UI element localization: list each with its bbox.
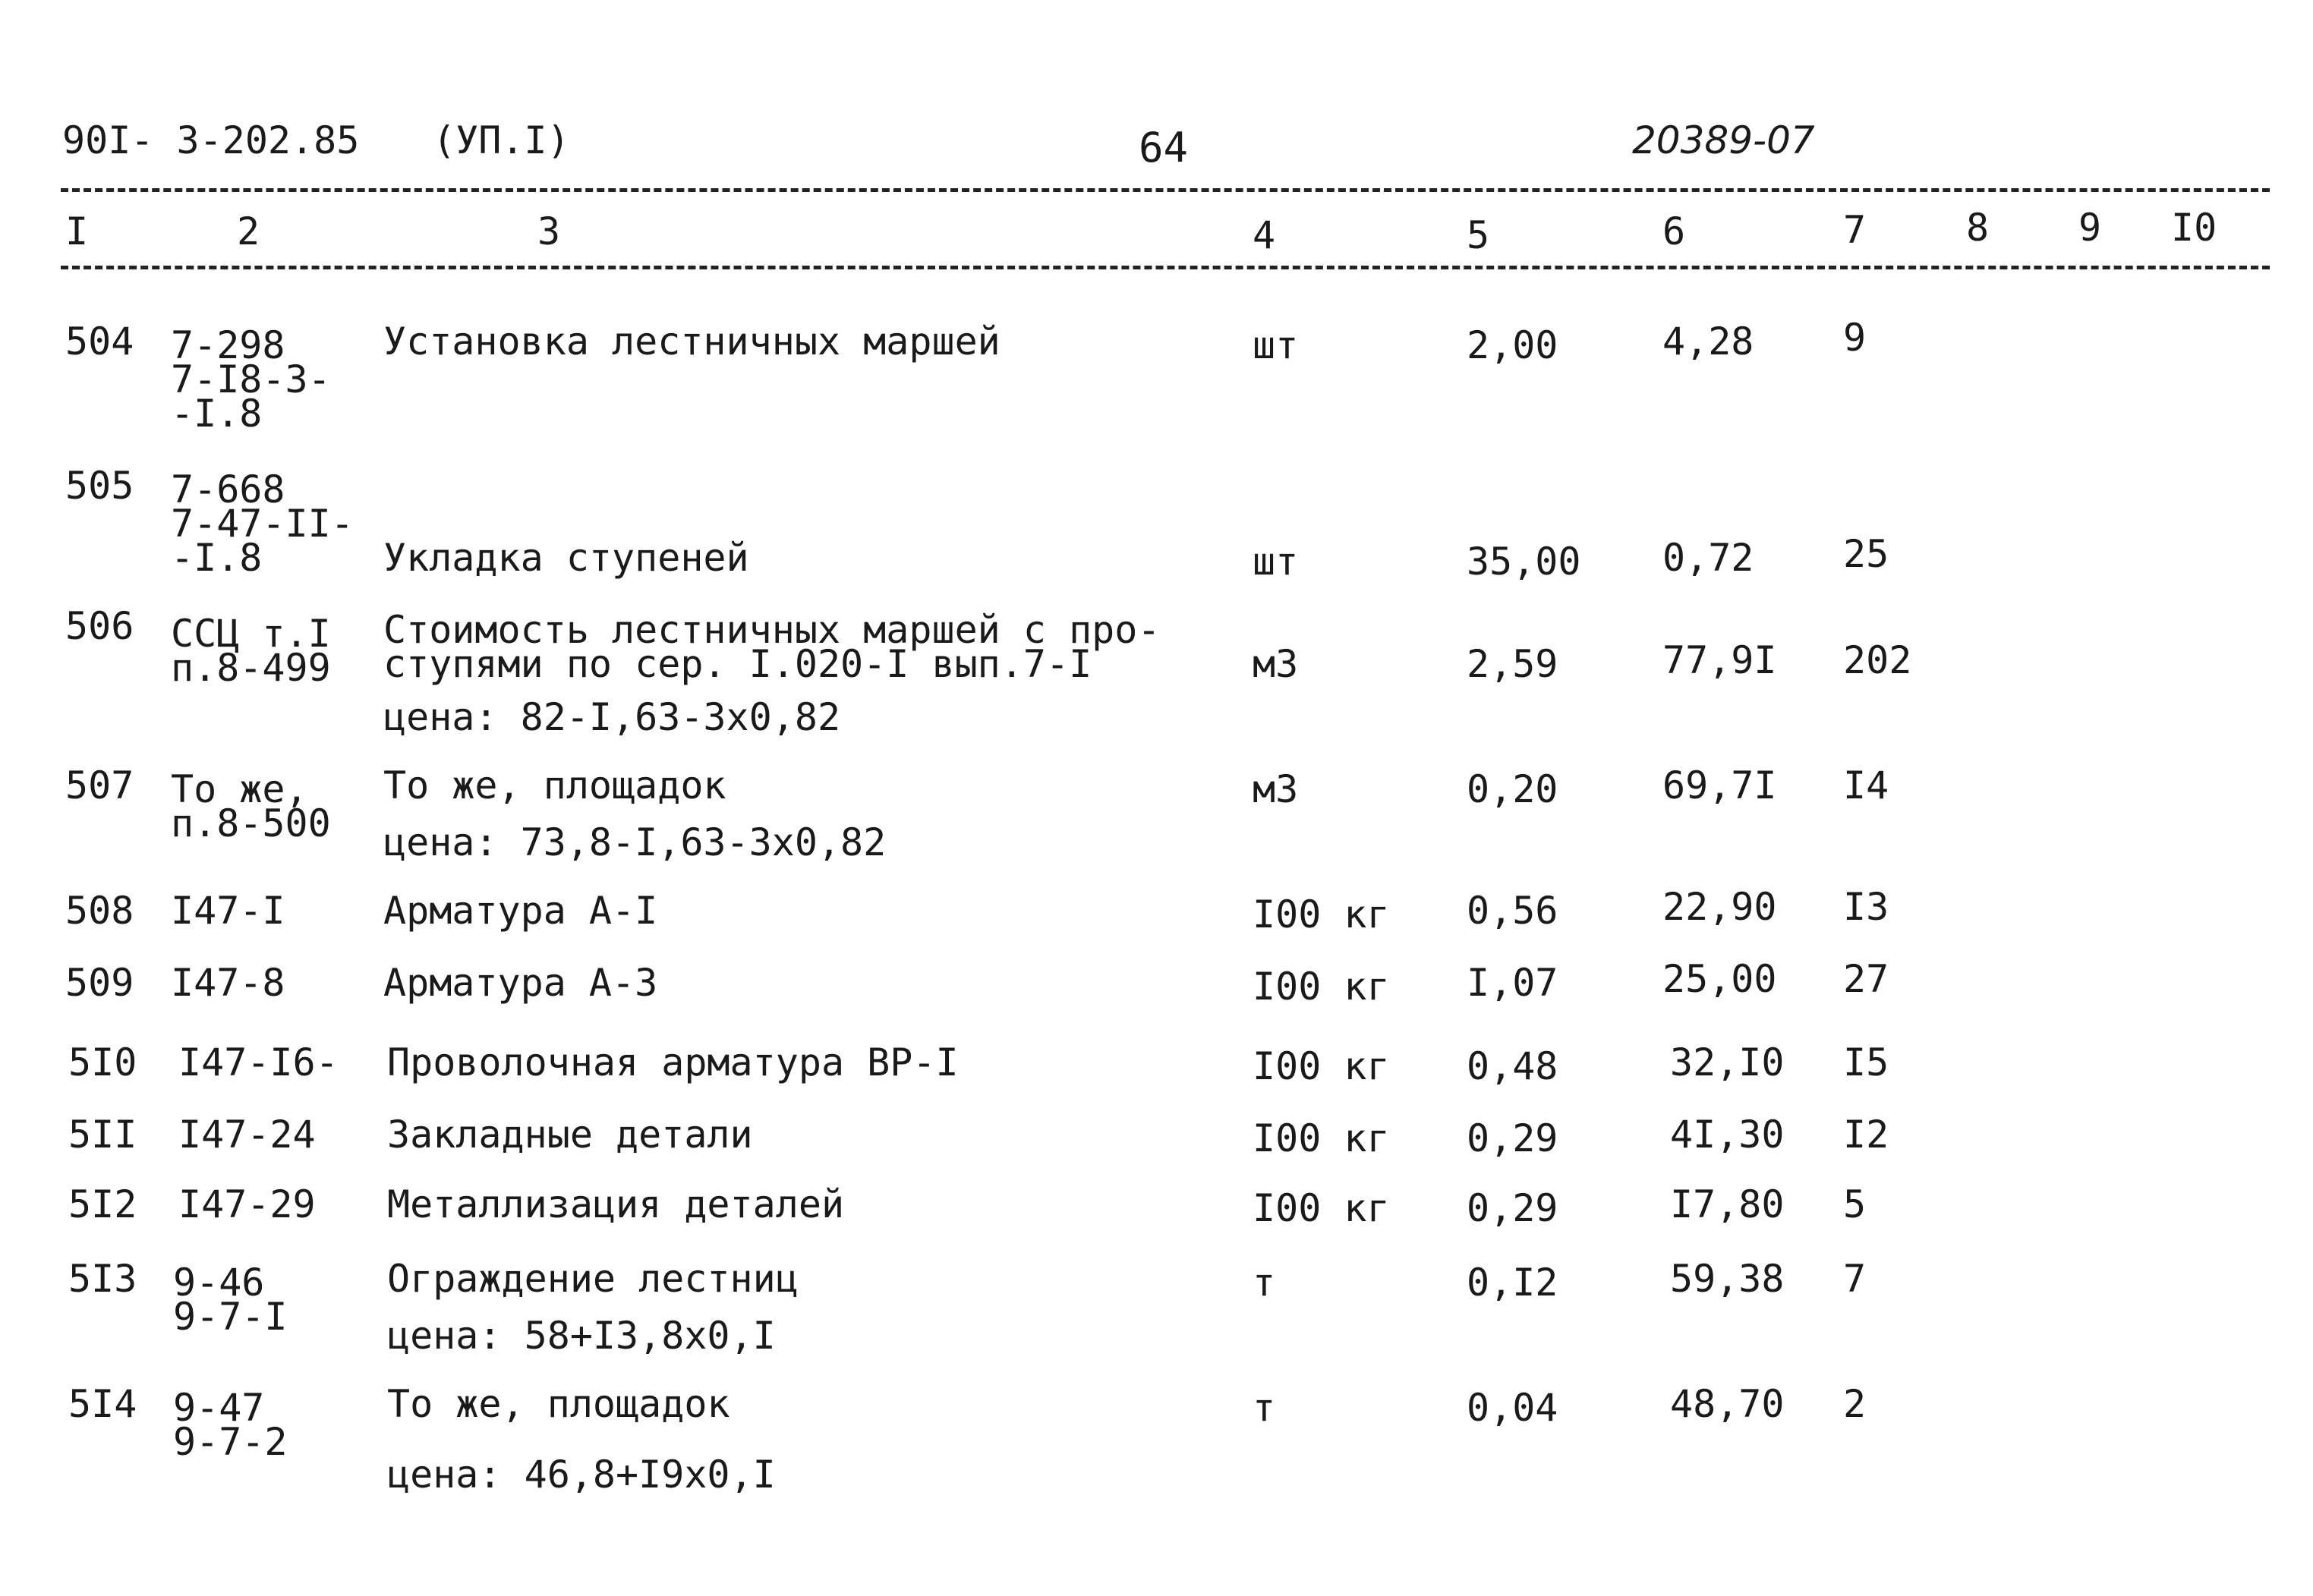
unit-price: 0,72 [1662, 536, 1754, 580]
unit-price: 32,I0 [1670, 1040, 1785, 1084]
quantity: 0,48 [1467, 1044, 1558, 1088]
norm-code-line: 7-I8-3- [171, 357, 331, 401]
quantity: 0,29 [1467, 1116, 1558, 1160]
unit: I00 кг [1253, 965, 1390, 1009]
norm-code-line: п.8-500 [171, 801, 331, 845]
unit: I00 кг [1253, 892, 1390, 937]
unit-price: 48,70 [1670, 1382, 1785, 1426]
quantity: 0,29 [1467, 1186, 1558, 1230]
norm-code-line: I47-I6- [178, 1040, 339, 1084]
row-number: 509 [65, 961, 134, 1005]
row-number: 5I4 [68, 1382, 137, 1426]
total-cost: 2 [1843, 1382, 1867, 1426]
album-number: (УП.I) [433, 118, 570, 162]
norm-code-line: п.8-499 [171, 646, 331, 690]
quantity: 2,59 [1467, 642, 1558, 686]
row-number: 5I0 [68, 1040, 137, 1084]
price-formula: цена: 73,8-I,63-3х0,82 [383, 820, 887, 864]
work-name: Стоимость лестничных маршей с про- [383, 608, 1161, 652]
column-number-6: 6 [1662, 209, 1686, 253]
total-cost: 9 [1843, 316, 1867, 360]
total-cost: 7 [1843, 1257, 1867, 1301]
unit: м3 [1253, 767, 1299, 811]
unit: I00 кг [1253, 1116, 1390, 1160]
column-number-7: 7 [1843, 208, 1867, 252]
work-name: Арматура А-I [383, 889, 658, 933]
column-number-9: 9 [2078, 206, 2102, 250]
unit-price: 4I,30 [1670, 1113, 1785, 1157]
norm-code-line: 9-7-2 [173, 1420, 288, 1464]
document-code: 90I- 3-202.85 [62, 118, 360, 162]
price-formula: цена: 58+I3,8х0,I [387, 1314, 776, 1358]
column-number-2: 2 [237, 209, 260, 253]
norm-code-line: -I.8 [171, 392, 263, 436]
total-cost: I3 [1843, 885, 1889, 929]
norm-code-line: I47-29 [178, 1182, 316, 1226]
norm-code-line: То же, [171, 767, 308, 811]
column-number-8: 8 [1966, 206, 1990, 250]
header-top-rule [61, 188, 2270, 192]
row-number: 507 [65, 763, 134, 807]
work-name: То же, площадок [387, 1382, 730, 1426]
norm-code-line: ССЦ т.I [171, 612, 331, 656]
unit-price: 25,00 [1662, 957, 1777, 1001]
norm-code-line: I47-8 [171, 961, 285, 1005]
work-name: Закладные детали [387, 1113, 753, 1157]
total-cost: I4 [1843, 763, 1889, 807]
norm-code-line: -I.8 [171, 536, 263, 580]
total-cost: 27 [1843, 957, 1889, 1001]
unit: шт [1253, 540, 1299, 584]
quantity: 0,I2 [1467, 1261, 1558, 1305]
total-cost: I2 [1843, 1113, 1889, 1157]
work-name: Арматура А-3 [383, 961, 658, 1005]
header-bottom-rule [61, 266, 2270, 269]
quantity: 0,56 [1467, 889, 1558, 933]
quantity: 2,00 [1467, 323, 1558, 367]
work-name: ступями по сер. I.020-I вып.7-I [383, 642, 1092, 686]
unit-price: I7,80 [1670, 1182, 1785, 1226]
row-number: 5I2 [68, 1182, 137, 1226]
norm-code-line: I47-I [171, 889, 285, 933]
price-formula: цена: 82-I,63-3х0,82 [383, 695, 841, 739]
total-cost: 202 [1843, 638, 1912, 682]
column-number-1: I [65, 209, 89, 253]
unit: т [1253, 1386, 1276, 1430]
norm-code-line: 7-668 [171, 467, 285, 512]
unit-price: 22,90 [1662, 885, 1777, 929]
norm-code-line: 9-47 [173, 1386, 265, 1430]
column-number-10: I0 [2171, 206, 2217, 250]
unit: I00 кг [1253, 1044, 1390, 1088]
unit-price: 4,28 [1662, 320, 1754, 364]
unit: т [1253, 1261, 1276, 1305]
row-number: 504 [65, 320, 134, 364]
work-name: Проволочная арматура ВР-I [387, 1040, 959, 1084]
quantity: 0,20 [1467, 767, 1558, 811]
quantity: I,07 [1467, 961, 1558, 1005]
price-formula: цена: 46,8+I9х0,I [387, 1453, 776, 1497]
norm-code-line: 9-46 [173, 1261, 265, 1305]
unit-price: 69,7I [1662, 763, 1777, 807]
quantity: 0,04 [1467, 1386, 1558, 1430]
norm-code-line: 7-298 [171, 323, 285, 367]
column-number-4: 4 [1253, 213, 1276, 257]
row-number: 506 [65, 604, 134, 648]
total-cost: I5 [1843, 1040, 1889, 1084]
total-cost: 25 [1843, 532, 1889, 576]
quantity: 35,00 [1467, 540, 1581, 584]
work-name: Установка лестничных маршей [383, 320, 1001, 364]
page-number: 64 [1139, 124, 1189, 172]
norm-code-line: 7-47-II- [171, 502, 354, 546]
work-name: Ограждение лестниц [387, 1257, 799, 1301]
unit-price: 59,38 [1670, 1257, 1785, 1301]
row-number: 5I3 [68, 1257, 137, 1301]
row-number: 508 [65, 889, 134, 933]
total-cost: 5 [1843, 1182, 1867, 1226]
norm-code-line: I47-24 [178, 1113, 316, 1157]
row-number: 505 [65, 464, 134, 508]
work-name: Укладка ступеней [383, 536, 749, 580]
unit: шт [1253, 323, 1299, 367]
work-name: То же, площадок [383, 763, 726, 807]
work-name: Металлизация деталей [387, 1182, 845, 1226]
unit: I00 кг [1253, 1186, 1390, 1230]
unit: м3 [1253, 642, 1299, 686]
norm-code-line: 9-7-I [173, 1295, 288, 1339]
column-number-5: 5 [1467, 213, 1490, 257]
column-number-3: 3 [537, 209, 561, 253]
inventory-number: 20389-07 [1632, 118, 1815, 162]
row-number: 5II [68, 1113, 137, 1157]
unit-price: 77,9I [1662, 638, 1777, 682]
